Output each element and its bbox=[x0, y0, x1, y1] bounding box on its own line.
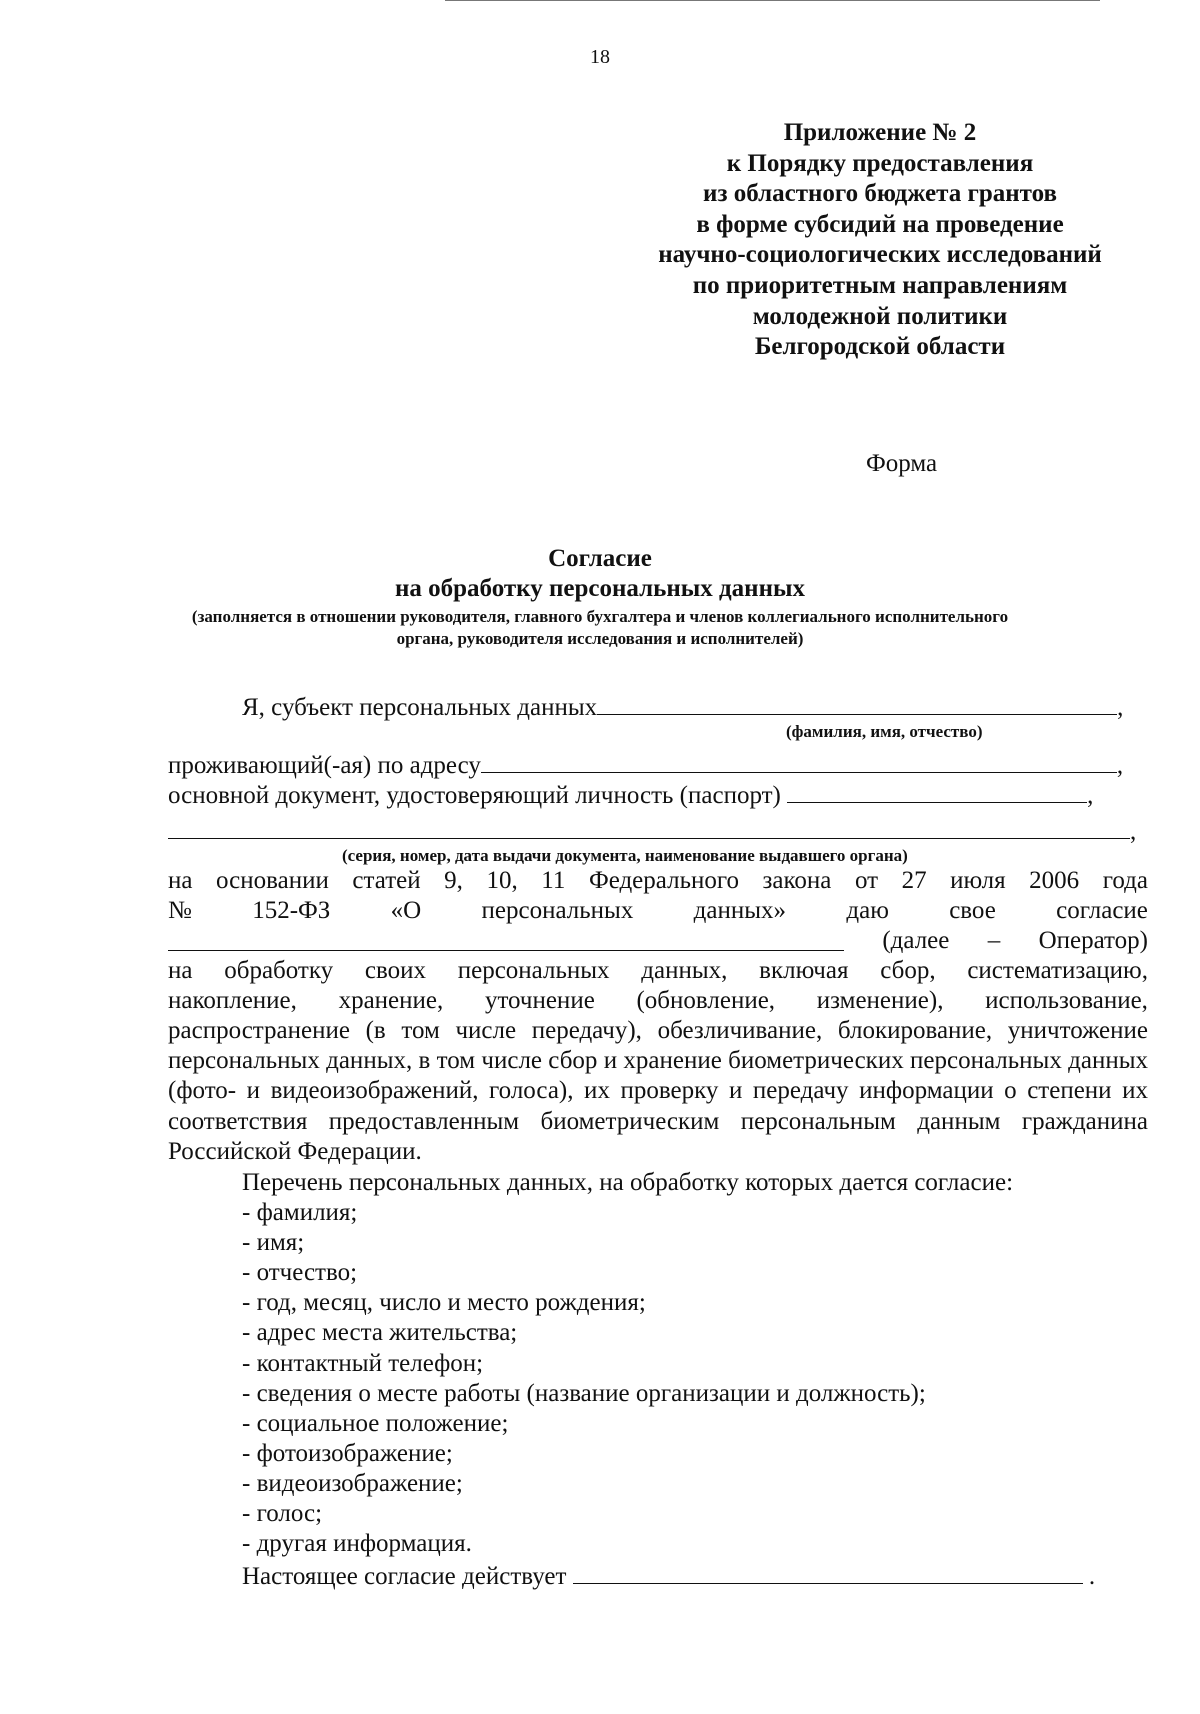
word: № bbox=[168, 897, 192, 924]
word: Федерального bbox=[588, 867, 739, 894]
data-list bbox=[242, 1168, 1095, 1592]
word: закона bbox=[762, 867, 832, 894]
consent-justified-rows bbox=[168, 866, 1148, 1016]
word: от bbox=[854, 867, 879, 894]
appendix-line: по приоритетным направлениям bbox=[692, 271, 1068, 299]
list-intro: Перечень персональных данных, на обработку которых дается согласие: bbox=[242, 1169, 1014, 1196]
appendix-line: молодежной политики bbox=[752, 302, 1008, 330]
consent-row-1 bbox=[168, 866, 1148, 896]
list-item: - контактный телефон; bbox=[242, 1349, 484, 1377]
word: – bbox=[987, 927, 1001, 954]
validity-field[interactable] bbox=[573, 1559, 1083, 1584]
word: июля bbox=[950, 867, 1006, 894]
list-item: - адрес места жительства; bbox=[242, 1319, 518, 1347]
word: накопление, bbox=[168, 987, 297, 1014]
word: включая bbox=[759, 957, 849, 984]
top-rule bbox=[445, 0, 1100, 1]
list-item: - голос; bbox=[242, 1500, 323, 1528]
appendix-header bbox=[640, 118, 1120, 363]
word: года bbox=[1102, 867, 1148, 894]
subject-hint: (фамилия, имя, отчество) bbox=[786, 722, 983, 741]
list-item: - другая информация. bbox=[242, 1530, 472, 1558]
list-item: - видеоизображение; bbox=[242, 1469, 463, 1497]
word: на bbox=[168, 867, 193, 894]
list-item: - фотоизображение; bbox=[242, 1439, 453, 1467]
word: 27 bbox=[901, 867, 927, 894]
address-field[interactable] bbox=[481, 748, 1117, 773]
page-number: 18 bbox=[590, 46, 610, 68]
document-hint: (серия, номер, дата выдачи документа, наименование выдавшего органа) bbox=[342, 846, 908, 865]
word: (далее bbox=[882, 927, 950, 954]
consent-row-5 bbox=[168, 986, 1148, 1016]
validity-label: Настоящее согласие действует bbox=[242, 1563, 567, 1591]
word: свое bbox=[949, 897, 996, 924]
list-item: - отчество; bbox=[242, 1259, 358, 1287]
word: обработку bbox=[224, 957, 334, 984]
appendix-line: Белгородской области bbox=[754, 333, 1006, 361]
consent-paragraph-rest: распространение (в том числе передачу), обезличивание, блокирование, уничтожение персональных данных, в том числе сбор и хранение биометрических персональных данных (фото- и видеоизображений, голоса), их проверку и передачу информации о степени их соответствия предоставленным биометрическим персональным данным гражданина Российской Федерации. bbox=[168, 1017, 1148, 1165]
word: даю bbox=[846, 897, 889, 924]
document-details-row bbox=[168, 814, 1136, 847]
comma: , bbox=[1117, 694, 1124, 721]
address-label: проживающий(-ая) по адресу bbox=[168, 752, 481, 779]
address-row bbox=[168, 748, 1123, 781]
note-line-2: органа, руководителя исследования и исполнителей) bbox=[396, 629, 804, 648]
title-line-2: на обработку персональных данных bbox=[395, 575, 805, 602]
word: статей bbox=[352, 867, 421, 894]
operator-field[interactable] bbox=[168, 926, 844, 951]
consent-row-3 bbox=[168, 926, 1148, 956]
word: 10, bbox=[486, 867, 518, 894]
word: хранение, bbox=[338, 987, 444, 1014]
appendix-line: Приложение № 2 bbox=[783, 119, 977, 146]
document-title bbox=[0, 544, 1200, 604]
word: сбор, bbox=[880, 957, 936, 984]
comma: , bbox=[1087, 782, 1094, 809]
document-note bbox=[0, 606, 1200, 650]
word: уточнение bbox=[484, 987, 595, 1014]
word: изменение), bbox=[816, 987, 944, 1014]
form-label: Форма bbox=[866, 450, 938, 477]
document-details-field[interactable] bbox=[168, 814, 1130, 839]
list-item: - год, месяц, число и место рождения; bbox=[242, 1289, 646, 1317]
list-item: - имя; bbox=[242, 1229, 305, 1257]
word: Оператор) bbox=[1038, 927, 1148, 954]
document-label: основной документ, удостоверяющий личность (паспорт) bbox=[168, 782, 781, 809]
word: основании bbox=[216, 867, 329, 894]
word: данных, bbox=[641, 957, 728, 984]
subject-label: Я, субъект персональных данных bbox=[242, 694, 598, 721]
title-line-1: Согласие bbox=[548, 545, 652, 572]
word: согласие bbox=[1056, 897, 1148, 924]
appendix-line: из областного бюджета грантов bbox=[703, 180, 1057, 208]
list-item: - сведения о месте работы (название организации и должность); bbox=[242, 1379, 926, 1407]
period: . bbox=[1088, 1563, 1096, 1591]
validity-row bbox=[242, 1559, 1095, 1592]
word: персональных bbox=[481, 897, 634, 924]
word: 2006 bbox=[1029, 867, 1080, 894]
note-line-1: (заполняется в отношении руководителя, главного бухгалтера и членов коллегиального исполнительного bbox=[191, 607, 1009, 626]
word: 11 bbox=[541, 867, 566, 894]
word: «О bbox=[390, 897, 422, 924]
document-row bbox=[168, 778, 1093, 811]
word: своих bbox=[364, 957, 426, 984]
subject-name-field[interactable] bbox=[597, 690, 1117, 715]
word: использование, bbox=[985, 987, 1148, 1014]
appendix-line: к Порядку предоставления bbox=[726, 149, 1034, 177]
word: данных» bbox=[693, 897, 787, 924]
appendix-line: научно-социологических исследований bbox=[658, 241, 1102, 269]
appendix-line: в форме субсидий на проведение bbox=[696, 210, 1064, 238]
consent-row-2 bbox=[168, 896, 1148, 926]
word: 152-ФЗ bbox=[252, 897, 331, 924]
word: (обновление, bbox=[636, 987, 776, 1014]
word: систематизацию, bbox=[967, 957, 1148, 984]
list-item: - социальное положение; bbox=[242, 1409, 509, 1437]
word: персональных bbox=[457, 957, 610, 984]
word: на bbox=[168, 957, 193, 984]
comma: , bbox=[1116, 752, 1124, 779]
document-field[interactable] bbox=[787, 778, 1087, 803]
subject-row bbox=[242, 690, 1123, 723]
word: 9, bbox=[444, 867, 463, 894]
comma: , bbox=[1130, 818, 1137, 845]
consent-row-4 bbox=[168, 956, 1148, 986]
list-item: - фамилия; bbox=[242, 1199, 358, 1227]
